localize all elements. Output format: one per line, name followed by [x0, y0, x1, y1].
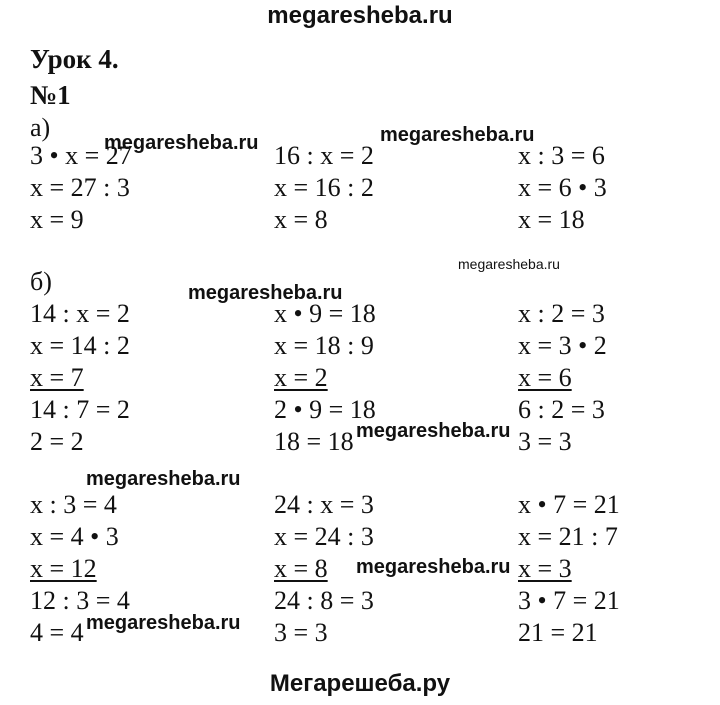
equation-line: 24 : x = 3	[274, 490, 374, 519]
check-line: 18 = 18	[274, 427, 354, 456]
equation-line: 16 : x = 2	[274, 141, 374, 170]
equation-line: x • 9 = 18	[274, 299, 376, 328]
equation-line: x = 27 : 3	[30, 173, 130, 202]
part-a-column-3	[518, 140, 607, 236]
part-a-label: а)	[30, 113, 51, 142]
check-line: 3 = 3	[274, 618, 328, 647]
watermark: megaresheba.ru	[86, 612, 241, 634]
equation-line: x = 6 • 3	[518, 173, 607, 202]
check-line: 3 = 3	[518, 427, 572, 456]
part-b-label: б)	[30, 267, 52, 296]
check-line: 2 • 9 = 18	[274, 395, 376, 424]
site-header: megaresheba.ru	[267, 2, 453, 29]
watermark: megaresheba.ru	[104, 132, 259, 154]
answer-line: x = 7	[30, 363, 84, 392]
equation-line: x = 18 : 9	[274, 331, 374, 360]
check-line: 21 = 21	[518, 618, 598, 647]
watermark: megaresheba.ru	[380, 124, 535, 146]
answer-line: x = 3	[518, 554, 572, 583]
equation-line: x = 18	[518, 205, 585, 234]
equation-line: x = 9	[30, 205, 84, 234]
watermark: megaresheba.ru	[356, 556, 511, 578]
part-b-group-2-column-3	[518, 489, 620, 649]
equation-line: 14 : x = 2	[30, 299, 130, 328]
site-footer: Мегарешеба.ру	[269, 670, 451, 697]
answer-line: x = 12	[30, 554, 97, 583]
equation-line: 3 • x = 27	[30, 141, 132, 170]
answer-line: x = 2	[274, 363, 328, 392]
lesson-title: Урок 4.	[30, 44, 119, 74]
check-line: 14 : 7 = 2	[30, 395, 130, 424]
watermark: megaresheba.ru	[86, 468, 241, 490]
equation-line: x = 4 • 3	[30, 522, 119, 551]
part-a-column-2	[274, 140, 374, 236]
equation-line: x = 14 : 2	[30, 331, 130, 360]
watermark: megaresheba.ru	[356, 420, 511, 442]
part-b-group-1-column-3	[518, 298, 607, 458]
answer-line: x = 8	[274, 554, 328, 583]
check-line: 4 = 4	[30, 618, 84, 647]
equation-line: x • 7 = 21	[518, 490, 620, 519]
equation-line: x = 16 : 2	[274, 173, 374, 202]
equation-line: x = 24 : 3	[274, 522, 374, 551]
equation-line: x : 3 = 6	[518, 141, 605, 170]
equation-line: x = 3 • 2	[518, 331, 607, 360]
watermark: megaresheba.ru	[458, 256, 560, 272]
equation-line: x = 8	[274, 205, 328, 234]
part-b-group-1-column-1	[30, 298, 130, 458]
equation-line: x : 3 = 4	[30, 490, 117, 519]
check-line: 24 : 8 = 3	[274, 586, 374, 615]
check-line: 12 : 3 = 4	[30, 586, 130, 615]
check-line: 6 : 2 = 3	[518, 395, 605, 424]
equation-line: x : 2 = 3	[518, 299, 605, 328]
check-line: 2 = 2	[30, 427, 84, 456]
answer-line: x = 6	[518, 363, 572, 392]
task-number: №1	[30, 80, 71, 110]
check-line: 3 • 7 = 21	[518, 586, 620, 615]
equation-line: x = 21 : 7	[518, 522, 618, 551]
watermark: megaresheba.ru	[188, 282, 343, 304]
